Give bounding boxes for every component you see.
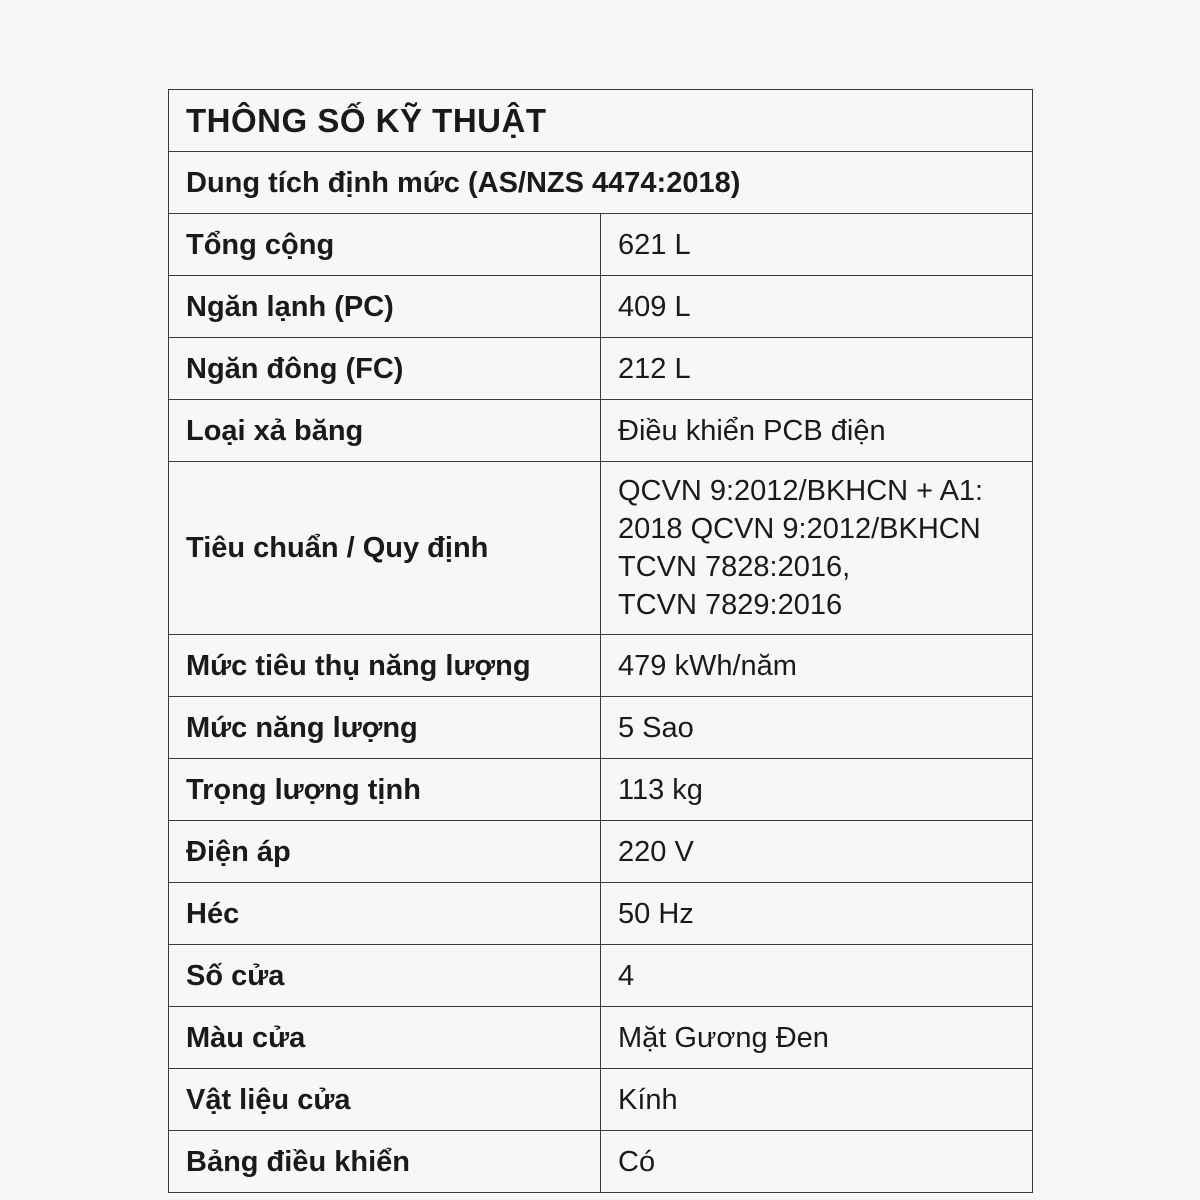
row-label: Tổng cộng [169, 214, 601, 276]
row-label: Mức năng lượng [169, 697, 601, 759]
row-value: Mặt Gương Đen [601, 1007, 1033, 1069]
table-row [169, 1069, 1033, 1131]
table-row [169, 945, 1033, 1007]
table-row [169, 759, 1033, 821]
table-row [169, 214, 1033, 276]
table-title: THÔNG SỐ KỸ THUẬT [169, 90, 1033, 152]
row-label: Mức tiêu thụ năng lượng [169, 635, 601, 697]
table-row [169, 883, 1033, 945]
table-row [169, 276, 1033, 338]
row-label: Loại xả băng [169, 400, 601, 462]
row-value: 113 kg [601, 759, 1033, 821]
value-line: TCVN 7828:2016, [618, 551, 851, 583]
title-row [169, 90, 1033, 152]
table-row [169, 338, 1033, 400]
value-line: TCVN 7829:2016 [618, 589, 843, 621]
table-row [169, 462, 1033, 635]
table-row [169, 400, 1033, 462]
row-value: 409 L [601, 276, 1033, 338]
row-value: 212 L [601, 338, 1033, 400]
row-label: Điện áp [169, 821, 601, 883]
row-value: 5 Sao [601, 697, 1033, 759]
row-label: Số cửa [169, 945, 601, 1007]
row-label: Màu cửa [169, 1007, 601, 1069]
row-value: 220 V [601, 821, 1033, 883]
row-label: Bảng điều khiển [169, 1131, 601, 1193]
table-row [169, 1131, 1033, 1193]
row-label: Ngăn lạnh (PC) [169, 276, 601, 338]
table-row [169, 821, 1033, 883]
row-label: Tiêu chuẩn / Quy định [169, 462, 601, 635]
row-value: 50 Hz [601, 883, 1033, 945]
row-value: 479 kWh/năm [601, 635, 1033, 697]
row-value: Kính [601, 1069, 1033, 1131]
row-label: Héc [169, 883, 601, 945]
table-row [169, 1007, 1033, 1069]
value-line: QCVN 9:2012/BKHCN + A1: [618, 475, 984, 507]
row-value: 4 [601, 945, 1033, 1007]
row-value: Có [601, 1131, 1033, 1193]
row-value: 621 L [601, 214, 1033, 276]
row-label: Ngăn đông (FC) [169, 338, 601, 400]
row-value-multiline [601, 462, 1033, 635]
section-heading: Dung tích định mức (AS/NZS 4474:2018) [169, 152, 1033, 214]
table-row [169, 635, 1033, 697]
table-row [169, 697, 1033, 759]
value-line: 2018 QCVN 9:2012/BKHCN [618, 513, 981, 545]
row-label: Trọng lượng tịnh [169, 759, 601, 821]
section-row [169, 152, 1033, 214]
row-label: Vật liệu cửa [169, 1069, 601, 1131]
spec-table [168, 89, 1033, 1193]
row-value: Điều khiển PCB điện [601, 400, 1033, 462]
